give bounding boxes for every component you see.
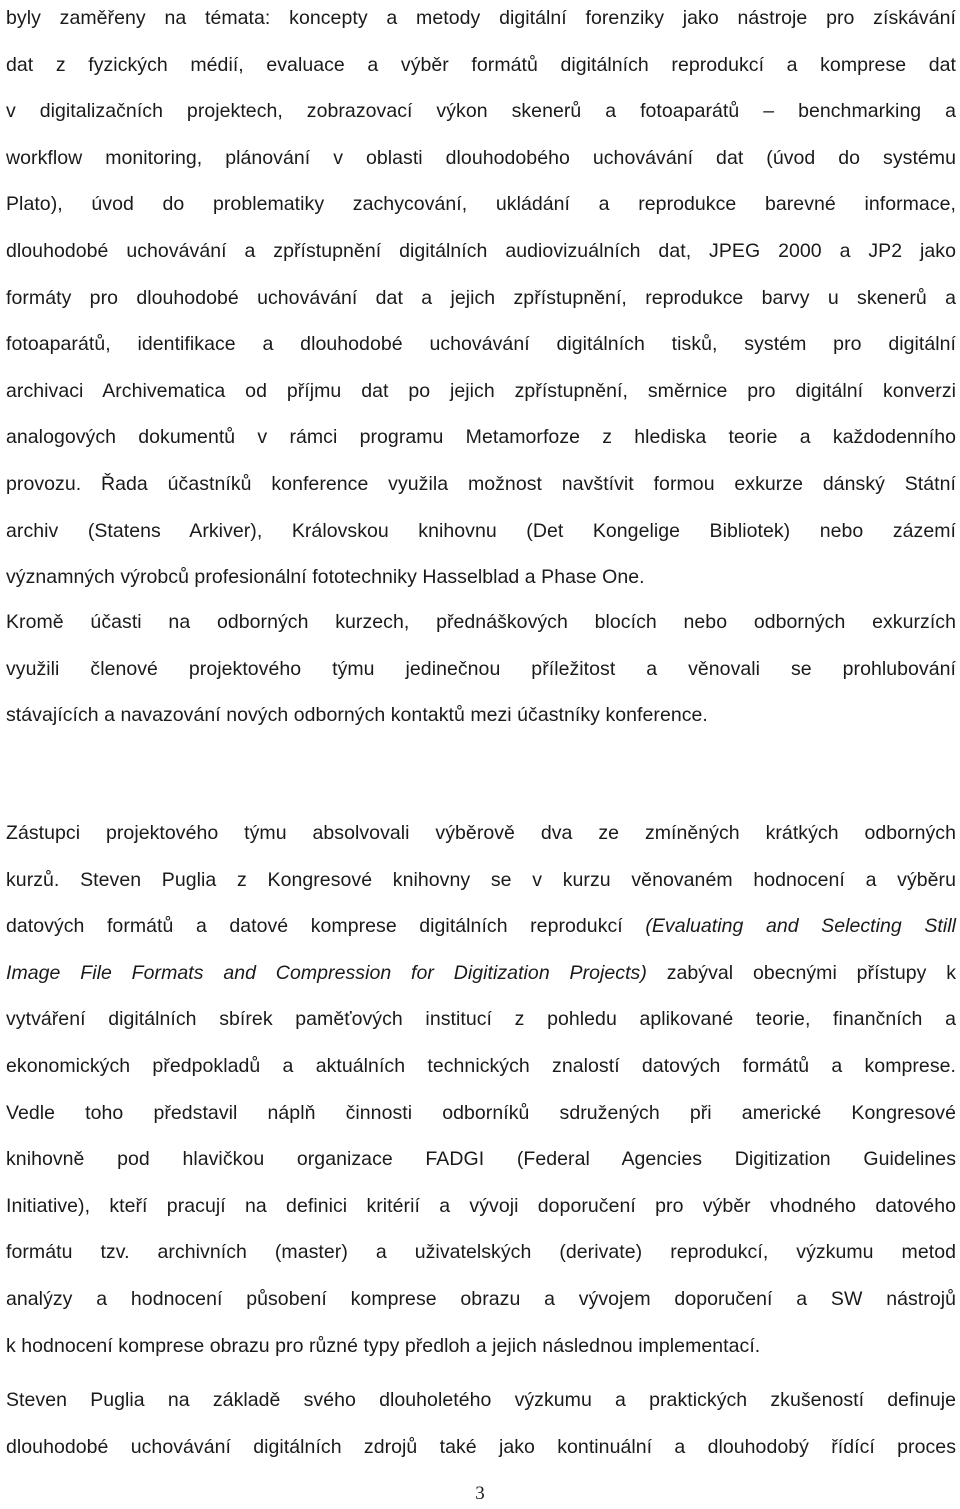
text-line: ekonomických předpokladů a aktuálních technických znalostí datových formátů a komprese.	[6, 1054, 956, 1077]
text-line-with-italic-title	[6, 950, 956, 997]
text-line: dlouhodobé uchovávání digitálních zdrojů také jako kontinuální a dlouhodobý řídící proces	[6, 1435, 956, 1458]
text-line: v digitalizačních projektech, zobrazovací výkon skenerů a fotoaparátů – benchmarking a	[6, 100, 956, 123]
paragraph-team-participation	[6, 599, 956, 739]
course-title-italic: (Evaluating and Selecting Still	[645, 915, 957, 938]
text-line: Plato), úvod do problematiky zachycování, ukládání a reprodukce barevné informace,	[6, 193, 956, 216]
text-line: workflow monitoring, plánování v oblasti dlouhodobého uchovávání dat (úvod do systému	[6, 146, 956, 169]
text-line: Zástupci projektového týmu absolvovali výběrově dva ze zmíněných krátkých odborných	[6, 822, 956, 844]
paragraph-puglia-research	[6, 1377, 956, 1470]
text-segment: zabýval obecnými přístupy k	[666, 961, 957, 984]
text-line: Vedle toho představil náplň činnosti odborníků sdružených při americké Kongresové	[6, 1101, 956, 1124]
text-line: dat z fyzických médií, evaluace a výběr formátů digitálních reprodukcí a komprese dat	[6, 53, 956, 76]
text-line: Kromě účasti na odborných kurzech, přednáškových blocích nebo odborných exkurzích	[6, 611, 956, 633]
paragraph-puglia-course	[6, 810, 956, 1369]
text-line: formáty pro dlouhodobé uchovávání dat a jejich zpřístupnění, reprodukce barvy u skenerů a	[6, 286, 956, 309]
text-line: byly zaměřeny na témata: koncepty a metody digitální forenziky jako nástroje pro získávání	[6, 7, 956, 29]
text-line-with-italic-title	[6, 903, 956, 950]
text-line: fotoaparátů, identifikace a dlouhodobé uchovávání digitálních tisků, systém pro digitální	[6, 333, 956, 356]
text-line: využili členové projektového týmu jedinečnou příležitost a věnovali se prohlubování	[6, 657, 956, 680]
text-line: analýzy a hodnocení působení komprese obrazu a vývojem doporučení a SW nástrojů	[6, 1287, 956, 1310]
text-line: analogových dokumentů v rámci programu Metamorfoze z hlediska teorie a každodenního	[6, 426, 956, 449]
text-line: stávajících a navazování nových odborných kontaktů mezi účastníky konference.	[6, 704, 708, 727]
text-line: k hodnocení komprese obrazu pro různé typy předloh a jejich následnou implementací.	[6, 1334, 761, 1357]
text-line: Steven Puglia na základě svého dlouholetého výzkumu a praktických zkušeností definuje	[6, 1389, 956, 1411]
text-line: Initiative), kteří pracují na definici kritérií a vývoji doporučení pro výběr vhodného datového	[6, 1194, 956, 1217]
text-line: kurzů. Steven Puglia z Kongresové knihovny se v kurzu věnovaném hodnocení a výběru	[6, 868, 956, 891]
text-line: formátu tzv. archivních (master) a uživatelských (derivate) reprodukcí, výzkumu metod	[6, 1241, 956, 1264]
course-title-italic: Image File Formats and Compression for Digitization Projects)	[6, 961, 647, 984]
paragraph-conference-topics	[6, 0, 956, 601]
page-number: 3	[475, 1483, 485, 1504]
text-line: archiv (Statens Arkiver), Královskou knihovnu (Det Kongelige Bibliotek) nebo zázemí	[6, 519, 956, 542]
text-line: provozu. Řada účastníků konference využila možnost navštívit formou exkurze dánský Státní	[6, 472, 956, 495]
text-line: vytváření digitálních sbírek paměťových institucí z pohledu aplikované teorie, finančních a	[6, 1008, 956, 1031]
text-line: knihovně pod hlavičkou organizace FADGI (Federal Agencies Digitization Guidelines	[6, 1148, 956, 1171]
text-line: významných výrobců profesionální fototechniky Hasselblad a Phase One.	[6, 566, 645, 589]
text-segment: datových formátů a datové komprese digitálních reprodukcí	[6, 915, 623, 938]
text-line: archivaci Archivematica od příjmu dat po jejich zpřístupnění, směrnice pro digitální konverzi	[6, 379, 956, 402]
text-line: dlouhodobé uchovávání a zpřístupnění digitálních audiovizuálních dat, JPEG 2000 a JP2 jako	[6, 239, 956, 262]
